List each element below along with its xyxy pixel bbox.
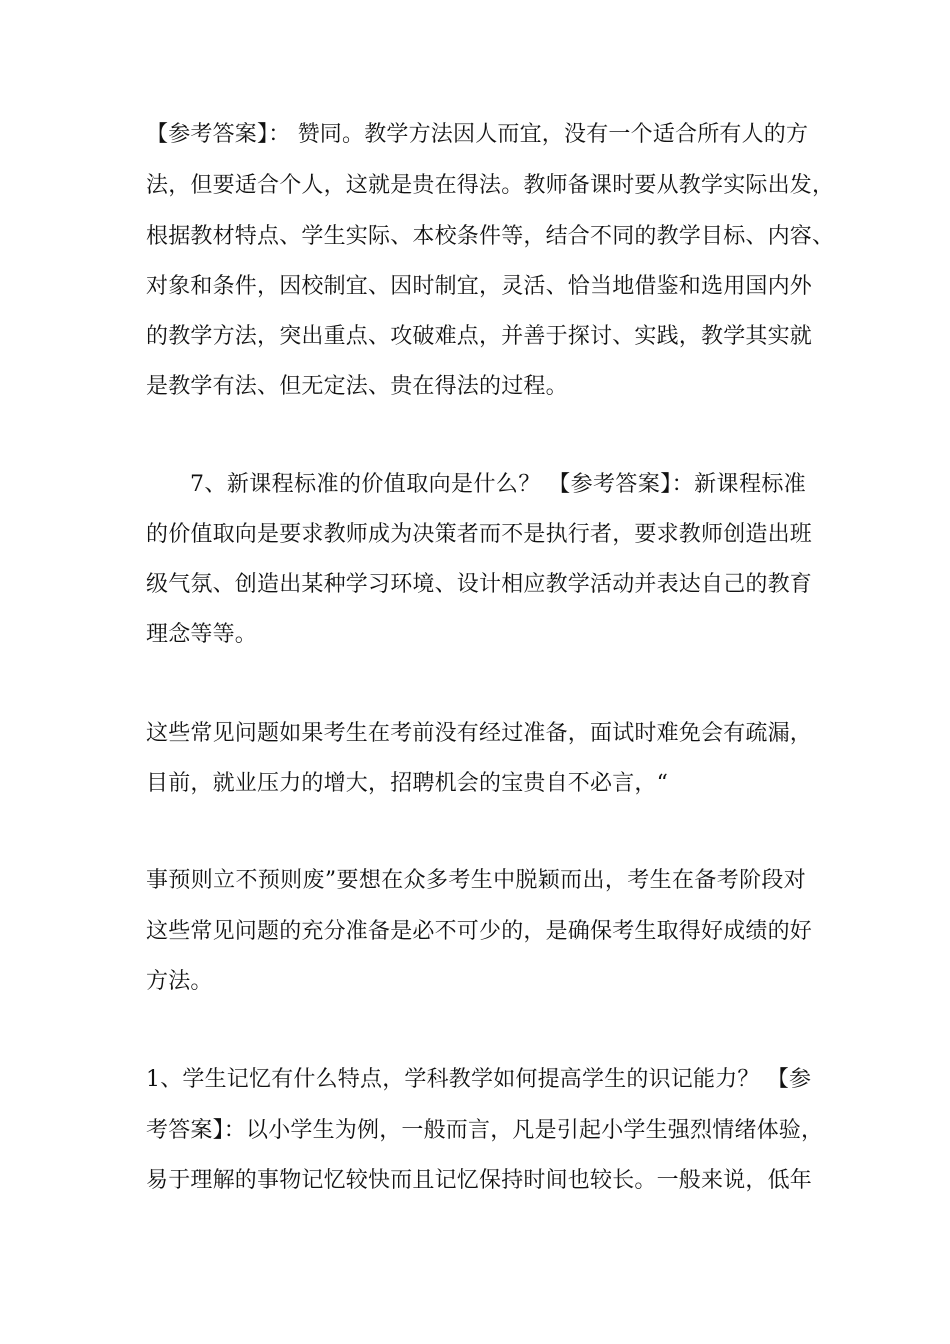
paragraph-4-line-1: 事预则立不预则废”要想在众多考生中脱颖而出，考生在备考阶段对: [146, 868, 806, 893]
paragraph-5-line-2: 考答案】：以小学生为例，一般而言，凡是引起小学生强烈情绪体验，: [146, 1118, 824, 1143]
paragraph-1-line-6: 是教学有法、但无定法、贵在得法的过程。: [146, 374, 568, 399]
paragraph-1-line-3: 根据教材特点、学生实际、本校条件等，结合不同的教学目标、内容、: [146, 224, 835, 249]
paragraph-4-line-3: 方法。: [146, 969, 213, 994]
paragraph-2-line-4: 理念等等。: [146, 622, 258, 647]
paragraph-2-line-3: 级气氛、创造出某种学习环境、设计相应教学活动并表达自己的教育: [146, 572, 813, 597]
paragraph-2-line-1: 7、新课程标准的价值取向是什么？ 【参考答案】：新课程标准: [190, 472, 806, 497]
paragraph-3-line-1: 这些常见问题如果考生在考前没有经过准备，面试时难免会有疏漏，: [146, 721, 813, 746]
paragraph-5-line-1: 1、学生记忆有什么特点，学科教学如何提高学生的识记能力？ 【参: [146, 1067, 812, 1092]
paragraph-1-line-5: 的教学方法，突出重点、攻破难点，并善于探讨、实践，教学其实就: [146, 324, 813, 349]
paragraph-1-line-2: 法，但要适合个人，这就是贵在得法。教师备课时要从教学实际出发，: [146, 173, 835, 198]
paragraph-2-line-2: 的价值取向是要求教师成为决策者而不是执行者，要求教师创造出班: [146, 522, 813, 547]
paragraph-3-line-2: 目前，就业压力的增大，招聘机会的宝贵自不必言，“: [146, 771, 669, 796]
paragraph-1-line-1: 【参考答案】： 赞同。教学方法因人而宜，没有一个适合所有人的方: [146, 122, 809, 147]
paragraph-4-line-2: 这些常见问题的充分准备是必不可少的，是确保考生取得好成绩的好: [146, 919, 813, 944]
paragraph-1-line-4: 对象和条件，因校制宜、因时制宜，灵活、恰当地借鉴和选用国内外: [146, 274, 813, 299]
paragraph-5-line-3: 易于理解的事物记忆较快而且记忆保持时间也较长。一般来说，低年: [146, 1168, 813, 1193]
